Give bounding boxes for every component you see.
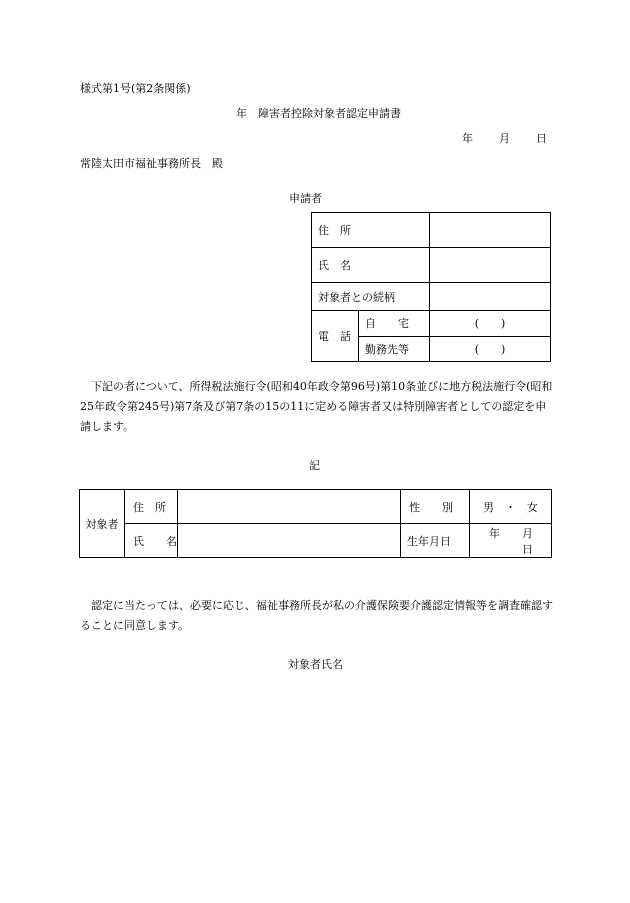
home-phone-field[interactable] xyxy=(430,311,551,337)
applicant-address-label: 住 所 xyxy=(312,213,430,248)
document-title: 年 障害者控除対象者認定申請書 xyxy=(236,107,401,120)
subject-address-field[interactable] xyxy=(178,490,401,524)
form-number: 様式第1号(第2条関係) xyxy=(80,82,191,95)
dob-field[interactable] xyxy=(470,524,555,558)
applicant-name-label: 氏 名 xyxy=(312,248,430,283)
applicant-table xyxy=(311,212,551,362)
dob-label: 生年月日 xyxy=(401,524,470,558)
applicant-heading: 申請者 xyxy=(289,192,322,205)
date-month: 月 xyxy=(499,132,510,145)
subject-name-label: 氏 名 xyxy=(125,524,178,558)
application-statement: 下記の者について、所得税法施行令(昭和40年政令第96号)第10条並びに地方税法施行令(昭和25年政令第245号)第7条及び第7条の15の11に定める障害者又は特別障害者としての認定を申請します。 xyxy=(80,380,553,433)
applicant-name-field[interactable] xyxy=(430,248,551,283)
dob-placeholder: 年 月 日 xyxy=(489,526,555,556)
home-phone-label: 自 宅 xyxy=(359,311,430,337)
sex-label: 性 別 xyxy=(401,490,470,524)
phone-label: 電 話 xyxy=(312,311,359,362)
addressee: 常陸太田市福祉事務所長 殿 xyxy=(80,157,223,170)
date-day: 日 xyxy=(536,132,547,145)
sex-options: 男 ・ 女 xyxy=(483,500,538,514)
home-phone-paren: ( ) xyxy=(474,317,506,331)
work-phone-label: 勤務先等 xyxy=(359,336,430,362)
subject-address-label: 住 所 xyxy=(125,490,178,524)
sex-field[interactable] xyxy=(470,490,552,524)
relationship-field[interactable] xyxy=(430,283,551,311)
applicant-address-field[interactable] xyxy=(430,213,551,248)
subject-name-signature-label: 対象者氏名 xyxy=(288,658,343,671)
work-phone-field[interactable] xyxy=(430,336,551,362)
subject-name-field[interactable] xyxy=(178,524,401,558)
work-phone-paren: ( ) xyxy=(474,342,506,356)
subject-group-label: 対象者 xyxy=(80,490,125,558)
subject-table xyxy=(79,489,555,558)
consent-statement: 認定に当たっては、必要に応じ、福祉事務所長が私の介護保険要介護認定情報等を調査確認することに同意します。 xyxy=(80,599,553,632)
date-year: 年 xyxy=(462,132,473,145)
relationship-label: 対象者との続柄 xyxy=(312,283,430,311)
ki-heading: 記 xyxy=(309,459,320,472)
